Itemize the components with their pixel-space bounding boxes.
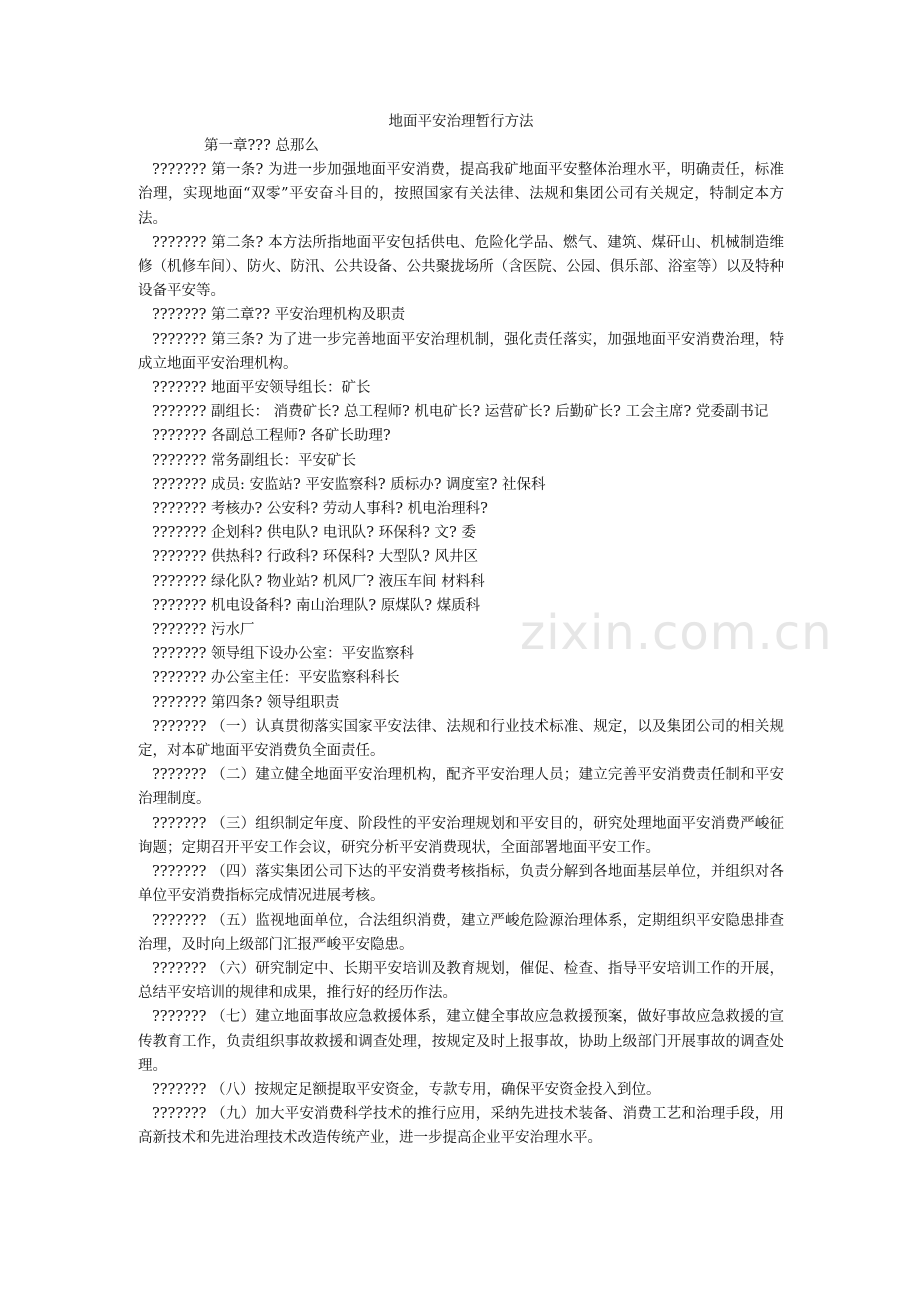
paragraph: ??????? 企划科? 供电队? 电讯队? 环保科? 文? 委: [152, 525, 476, 542]
document-body: [138, 158, 784, 1150]
paragraph: ??????? 领导组下设办公室：平安监察科: [152, 646, 415, 663]
chapter-heading: 第一章??? 总那么: [204, 138, 319, 154]
paragraph: ??????? 机电设备科? 南山治理队? 原煤队? 煤质科: [152, 597, 481, 614]
paragraph: ??????? （三）组织制定年度、阶段性的平安治理规划和平安目的，研究处理地面平安消费严峻征询题；定期召开平安工作会议，研究分析平安消费现状，全面部署地面平安工作。: [138, 815, 784, 856]
paragraph: ??????? 第一条? 为进一步加强地面平安消费，提高我矿地面平安整体治理水平，明确责任，标准治理，实现地面“双零”平安奋斗目的，按照国家有关法律、法规和集团公司有关规定，特制定本方法。: [138, 162, 784, 227]
paragraph: ??????? （六）研究制定中、长期平安培训及教育规划，催促、检查、指导平安培训工作的开展，总结平安培训的规律和成果，推行好的经历作法。: [138, 960, 784, 1002]
paragraph: ??????? 供热科? 行政科? 环保科? 大型队? 风井区: [152, 549, 479, 566]
paragraph: ??????? 办公室主任：平安监察科科长: [152, 670, 400, 687]
paragraph: ??????? 第二条? 本方法所指地面平安包括供电、危险化学品、燃气、建筑、煤矸山、机械制造维修（机修车间）、防火、防汛、公共设备、公共聚拢场所（含医院、公园、俱乐部、浴室等）以及特种设备平安等。: [138, 234, 784, 300]
paragraph: ??????? 地面平安领导组长：矿长: [152, 380, 371, 397]
paragraph: ??????? 成员: 安监站? 平安监察科? 质标办? 调度室? 社保科: [152, 476, 546, 493]
paragraph: ??????? 各副总工程师? 各矿长助理?: [152, 428, 391, 445]
paragraph: ??????? 污水厂: [152, 622, 255, 639]
paragraph: ??????? （二）建立健全地面平安治理机构，配齐平安治理人员；建立完善平安消费责任制和平安治理制度。: [138, 767, 784, 808]
document-page: [138, 110, 784, 1151]
paragraph: ??????? 第二章?? 平安治理机构及职责: [152, 307, 406, 324]
paragraph: ??????? （四）落实集团公司下达的平安消费考核指标，负责分解到各地面基层单位，并组织对各单位平安消费指标完成情况进展考核。: [138, 864, 784, 905]
paragraph: ??????? 考核办? 公安科? 劳动人事科? 机电治理科?: [152, 501, 488, 518]
paragraph: ??????? 绿化队? 物业站? 机风厂? 液压车间 材料科: [152, 573, 485, 590]
watermark-logo: zixin.com.cn: [520, 605, 833, 661]
paragraph: ??????? （一）认真贯彻落实国家平安法律、法规和行业技术标准、规定，以及集团公司的相关规定，对本矿地面平安消费负全面责任。: [138, 718, 784, 760]
paragraph: ??????? （五）监视地面单位，合法组织消费，建立严峻危险源治理体系，定期组织平安隐患排查治理，及时向上级部门汇报严峻平安隐患。: [138, 912, 784, 953]
paragraph: ??????? （七）建立地面事故应急救援体系，建立健全事故应急救援预案，做好事故应急救援的宣传教育工作，负责组织事故救援和调查处理，按规定及时上报事故，协助上级部门开展事故的调查处理。: [138, 1009, 784, 1074]
paragraph: ??????? 副组长： 消费矿长? 总工程师? 机电矿长? 运营矿长? 后勤矿长? 工会主席? 党委副书记: [152, 404, 769, 421]
paragraph: ??????? （九）加大平安消费科学技术的推行应用，采纳先进技术装备、消费工艺和治理手段，用高新技术和先进治理技术改造传统产业，进一步提高企业平安治理水平。: [138, 1106, 784, 1147]
paragraph: ??????? 第三条? 为了进一步完善地面平安治理机制，强化责任落实，加强地面平安消费治理，特成立地面平安治理机构。: [138, 331, 784, 372]
paragraph: ??????? 第四条? 领导组职责: [152, 694, 340, 711]
document-title: 地面平安治理暂行方法: [388, 114, 534, 130]
paragraph: ??????? （八）按规定足额提取平安资金，专款专用，确保平安资金投入到位。: [152, 1081, 661, 1098]
paragraph: ??????? 常务副组长：平安矿长: [152, 452, 357, 469]
